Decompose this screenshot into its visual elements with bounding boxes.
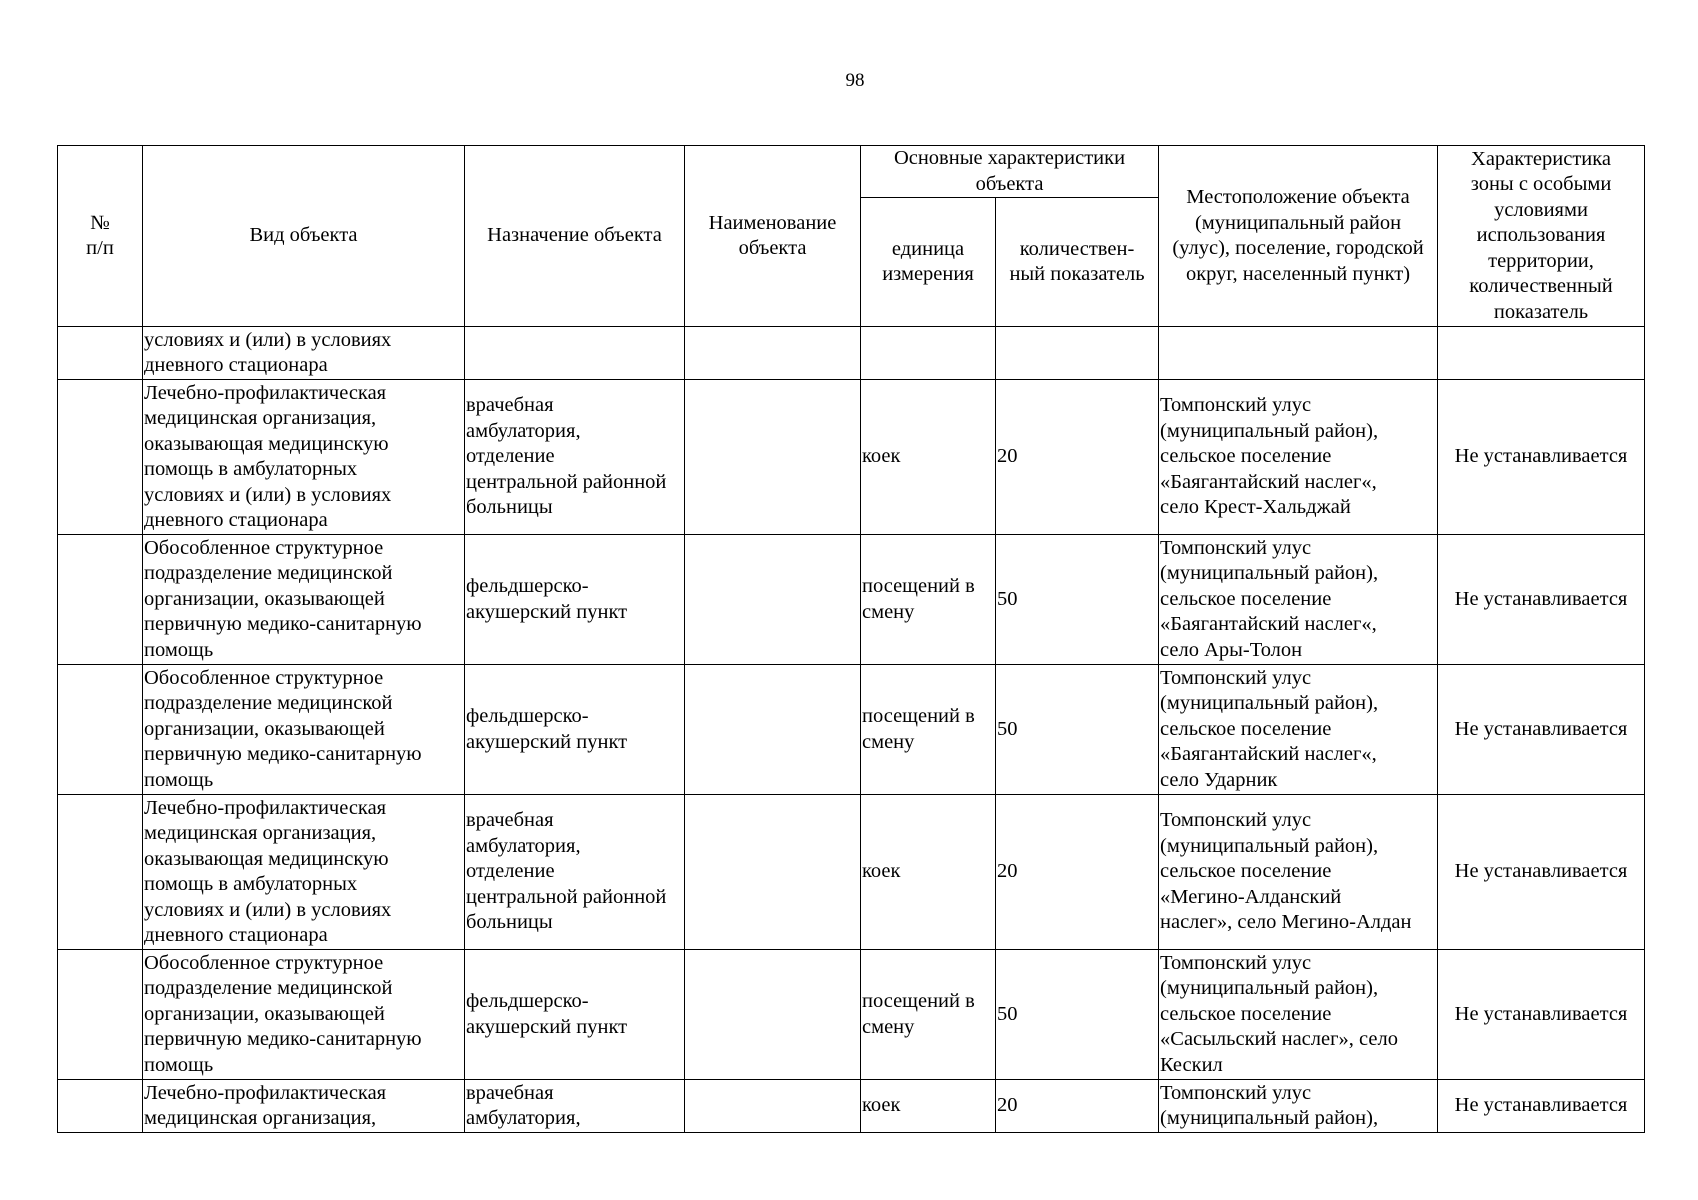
- header-quantity: количествен- ный показатель: [996, 198, 1159, 327]
- cell-quantity: 50: [996, 535, 1159, 665]
- header-unit: единица измерения: [861, 198, 996, 327]
- cell-location: Томпонский улус (муниципальный район), сельское поселение «Баягантайский наслег«, село Крест-Хальджай: [1159, 380, 1438, 535]
- table-row: [58, 665, 1645, 795]
- cell-type: Обособленное структурное подразделение медицинской организации, оказывающей первичную медико-санитарную помощь: [143, 950, 465, 1080]
- table-row: [58, 795, 1645, 950]
- cell-name: [685, 535, 861, 665]
- cell-num: [58, 327, 143, 380]
- header-zone: Характеристика зоны с особыми условиями использования территории, количественный показатель: [1438, 146, 1645, 327]
- cell-zone: Не устанавливается: [1438, 1080, 1645, 1133]
- cell-quantity: 20: [996, 380, 1159, 535]
- table-row: [58, 950, 1645, 1080]
- cell-purpose: врачебная амбулатория,: [465, 1080, 685, 1133]
- cell-type: Обособленное структурное подразделение медицинской организации, оказывающей первичную медико-санитарную помощь: [143, 665, 465, 795]
- cell-unit: коек: [861, 380, 996, 535]
- cell-num: [58, 950, 143, 1080]
- cell-zone: Не устанавливается: [1438, 950, 1645, 1080]
- header-name: Наименование объекта: [685, 146, 861, 327]
- cell-name: [685, 380, 861, 535]
- cell-unit: коек: [861, 1080, 996, 1133]
- page-number: 98: [845, 70, 865, 91]
- cell-zone: Не устанавливается: [1438, 380, 1645, 535]
- table-row: [58, 327, 1645, 380]
- cell-quantity: 50: [996, 950, 1159, 1080]
- cell-quantity: [996, 327, 1159, 380]
- objects-table: [57, 145, 1645, 1133]
- cell-num: [58, 1080, 143, 1133]
- cell-location: [1159, 327, 1438, 380]
- cell-location: Томпонский улус (муниципальный район), сельское поселение «Сасыльский наслег», село Кескил: [1159, 950, 1438, 1080]
- cell-type: Лечебно-профилактическая медицинская организация,: [143, 1080, 465, 1133]
- cell-name: [685, 950, 861, 1080]
- cell-unit: [861, 327, 996, 380]
- header-location: Местоположение объекта (муниципальный район (улус), поселение, городской округ, населенный пункт): [1159, 146, 1438, 327]
- cell-num: [58, 535, 143, 665]
- cell-purpose: врачебная амбулатория, отделение центральной районной больницы: [465, 795, 685, 950]
- cell-unit: посещений в смену: [861, 535, 996, 665]
- header-purpose: Назначение объекта: [465, 146, 685, 327]
- cell-zone: Не устанавливается: [1438, 535, 1645, 665]
- cell-purpose: фельдшерско- акушерский пункт: [465, 535, 685, 665]
- cell-name: [685, 1080, 861, 1133]
- cell-quantity: 20: [996, 1080, 1159, 1133]
- cell-name: [685, 327, 861, 380]
- cell-unit: посещений в смену: [861, 665, 996, 795]
- cell-quantity: 50: [996, 665, 1159, 795]
- cell-purpose: врачебная амбулатория, отделение центральной районной больницы: [465, 380, 685, 535]
- header-num: № п/п: [58, 146, 143, 327]
- cell-zone: [1438, 327, 1645, 380]
- header-type: Вид объекта: [143, 146, 465, 327]
- cell-purpose: фельдшерско- акушерский пункт: [465, 950, 685, 1080]
- cell-purpose: фельдшерско- акушерский пункт: [465, 665, 685, 795]
- cell-num: [58, 380, 143, 535]
- cell-zone: Не устанавливается: [1438, 665, 1645, 795]
- header-main-characteristics: Основные характеристики объекта: [861, 146, 1159, 198]
- cell-location: Томпонский улус (муниципальный район), сельское поселение «Мегино-Алданский наслег», село Мегино-Алдан: [1159, 795, 1438, 950]
- cell-location: Томпонский улус (муниципальный район), сельское поселение «Баягантайский наслег«, село Ары-Толон: [1159, 535, 1438, 665]
- table-header: [58, 146, 1645, 327]
- table-row: [58, 1080, 1645, 1133]
- cell-location: Томпонский улус (муниципальный район), сельское поселение «Баягантайский наслег«, село Ударник: [1159, 665, 1438, 795]
- cell-unit: посещений в смену: [861, 950, 996, 1080]
- cell-location: Томпонский улус (муниципальный район),: [1159, 1080, 1438, 1133]
- cell-purpose: [465, 327, 685, 380]
- cell-zone: Не устанавливается: [1438, 795, 1645, 950]
- table-body: [58, 327, 1645, 1133]
- cell-type: Лечебно-профилактическая медицинская организация, оказывающая медицинскую помощь в амбулаторных условиях и (или) в условиях дневного стационара: [143, 795, 465, 950]
- cell-name: [685, 665, 861, 795]
- cell-name: [685, 795, 861, 950]
- cell-num: [58, 665, 143, 795]
- table-row: [58, 535, 1645, 665]
- cell-type: Лечебно-профилактическая медицинская организация, оказывающая медицинскую помощь в амбулаторных условиях и (или) в условиях дневного стационара: [143, 380, 465, 535]
- cell-quantity: 20: [996, 795, 1159, 950]
- cell-num: [58, 795, 143, 950]
- cell-type: условиях и (или) в условиях дневного стационара: [143, 327, 465, 380]
- cell-type: Обособленное структурное подразделение медицинской организации, оказывающей первичную медико-санитарную помощь: [143, 535, 465, 665]
- cell-unit: коек: [861, 795, 996, 950]
- table-row: [58, 380, 1645, 535]
